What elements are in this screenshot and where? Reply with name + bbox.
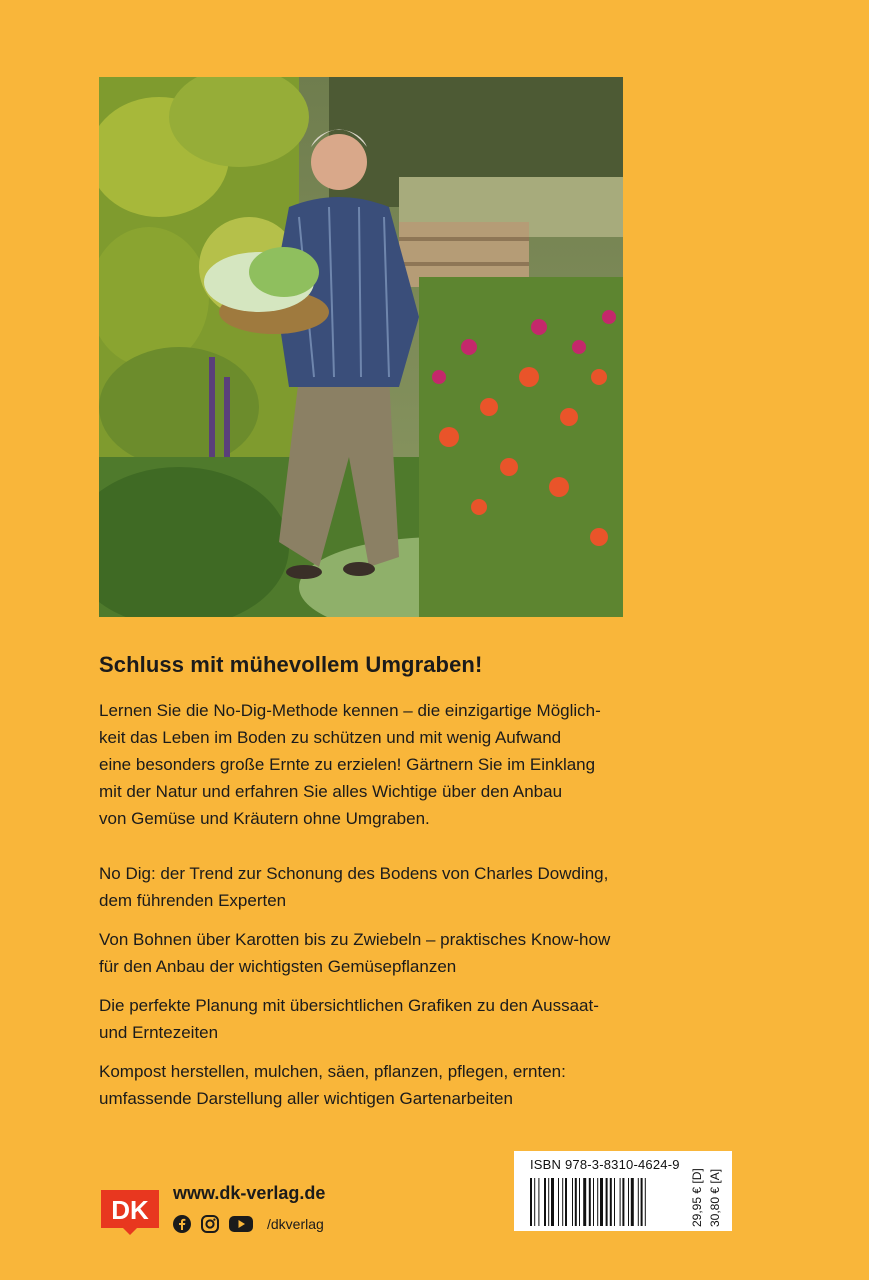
barcode-bar	[544, 1178, 546, 1226]
barcode-bar	[641, 1178, 643, 1226]
price-de: 29,95 € [D]	[690, 1168, 704, 1227]
barcode-bar	[614, 1178, 615, 1226]
barcode-bar	[558, 1178, 559, 1226]
feature-list	[99, 860, 659, 1124]
barcode-bar	[579, 1178, 580, 1226]
barcode-bar	[622, 1178, 624, 1226]
barcode-bar	[597, 1178, 598, 1226]
feature-line: Kompost herstellen, mulchen, säen, pflanzen, pflegen, ernten:	[99, 1062, 566, 1081]
feature-line: umfassende Darstellung aller wichtigen Gartenarbeiten	[99, 1089, 513, 1108]
headline: Schluss mit mühevollem Umgraben!	[99, 652, 483, 677]
youtube-icon[interactable]	[229, 1215, 253, 1233]
price-at: 30,80 € [A]	[708, 1168, 722, 1227]
barcode	[530, 1178, 682, 1226]
intro-line: mit der Natur und erfahren Sie alles Wichtige über den Anbau	[99, 782, 563, 801]
feature-line: Die perfekte Planung mit übersichtlichen Grafiken zu den Aussaat-	[99, 996, 599, 1015]
barcode-bar	[530, 1178, 532, 1226]
barcode-bar	[645, 1178, 646, 1226]
feature-line: Von Bohnen über Karotten bis zu Zwiebeln – praktisches Know-how	[99, 930, 611, 949]
intro-line: eine besonders große Ernte zu erzielen! Gärtnern Sie im Einklang	[99, 755, 596, 774]
barcode-box	[514, 1151, 732, 1231]
barcode-bar	[638, 1178, 639, 1226]
social-handle: /dkverlag	[267, 1216, 324, 1232]
barcode-bar	[589, 1178, 591, 1226]
barcode-bar	[534, 1178, 535, 1226]
barcode-bar	[565, 1178, 567, 1226]
feature-line: für den Anbau der wichtigsten Gemüsepflanzen	[99, 957, 457, 976]
feature-line: No Dig: der Trend zur Schonung des Bodens von Charles Dowding,	[99, 864, 609, 883]
social-links	[173, 1215, 324, 1233]
barcode-bar	[538, 1178, 539, 1226]
intro-line: Lernen Sie die No-Dig-Methode kennen – die einzigartige Möglich-	[99, 701, 601, 720]
intro-line: keit das Leben im Boden zu schützen und mit wenig Aufwand	[99, 728, 562, 747]
barcode-bar	[620, 1178, 621, 1226]
facebook-icon[interactable]	[173, 1215, 191, 1233]
barcode-bar	[562, 1178, 563, 1226]
gardener-photo-illustration	[99, 77, 623, 617]
barcode-bar	[606, 1178, 608, 1226]
intro-paragraph	[99, 697, 659, 832]
intro-line: von Gemüse und Kräutern ohne Umgraben.	[99, 809, 430, 828]
feature-item	[99, 860, 659, 914]
feature-item	[99, 1058, 659, 1112]
barcode-bar	[628, 1178, 629, 1226]
isbn-number: ISBN 978-3-8310-4624-9	[530, 1157, 680, 1172]
website-link[interactable]: www.dk-verlag.de	[173, 1183, 326, 1203]
barcode-bar	[593, 1178, 594, 1226]
barcode-bar	[575, 1178, 577, 1226]
barcode-bar	[583, 1178, 586, 1226]
barcode-bar	[600, 1178, 603, 1226]
barcode-bar	[551, 1178, 554, 1226]
feature-item	[99, 926, 659, 980]
price-block	[686, 1168, 726, 1227]
barcode-bar	[548, 1178, 549, 1226]
instagram-icon[interactable]	[201, 1215, 219, 1233]
feature-line: und Erntezeiten	[99, 1023, 219, 1042]
barcode-bar	[631, 1178, 634, 1226]
feature-line: dem führenden Experten	[99, 891, 287, 910]
feature-item	[99, 992, 659, 1046]
barcode-bar	[610, 1178, 612, 1226]
logo-text: DK	[111, 1195, 149, 1225]
cover-photo	[99, 77, 623, 617]
barcode-bar	[572, 1178, 573, 1226]
dk-logo	[99, 1188, 161, 1236]
